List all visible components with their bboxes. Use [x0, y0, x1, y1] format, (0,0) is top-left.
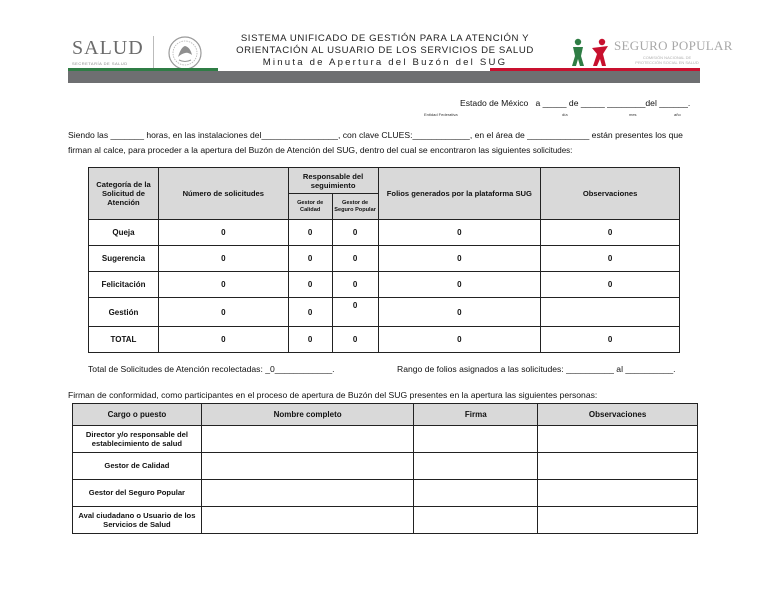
signer-position: Director y/o responsable del establecimiento de salud — [73, 426, 202, 453]
header-notes: Observaciones — [541, 168, 680, 220]
signer-notes-field[interactable] — [538, 426, 698, 453]
row-popular: 0 — [332, 246, 378, 272]
row-category: Felicitación — [89, 272, 159, 298]
signer-notes-field[interactable] — [538, 453, 698, 480]
document-title — [210, 33, 560, 69]
logo-divider — [153, 36, 154, 70]
row-quality: 0 — [288, 298, 332, 327]
location-date-blanks: a _____ de _____ ________del ______. — [535, 98, 691, 108]
signers-table — [72, 403, 698, 534]
national-seal-icon — [167, 35, 203, 71]
row-popular: 0 — [332, 220, 378, 246]
header-quality: Gestor de Calidad — [288, 194, 332, 220]
row-count: 0 — [158, 272, 288, 298]
row-notes: 0 — [541, 272, 680, 298]
row-popular: 0 — [332, 298, 378, 327]
row-count: 0 — [158, 220, 288, 246]
row-folios: 0 — [378, 298, 541, 327]
signer-signature-field[interactable] — [414, 426, 538, 453]
signer-notes-field[interactable] — [538, 480, 698, 507]
table-row-total — [89, 327, 680, 353]
signer-signature-field[interactable] — [414, 480, 538, 507]
row-quality: 0 — [288, 272, 332, 298]
location-date-line — [460, 98, 690, 109]
row-count: 0 — [158, 246, 288, 272]
location-place: Estado de México — [460, 98, 529, 108]
table-row — [89, 220, 680, 246]
salud-subtitle: SECRETARÍA DE SALUD — [72, 61, 128, 66]
row-quality: 0 — [288, 327, 332, 353]
table-row — [73, 453, 698, 480]
header-full-name: Nombre completo — [201, 404, 414, 426]
table-row — [89, 298, 680, 327]
row-folios: 0 — [378, 220, 541, 246]
header-responsible: Responsable del seguimiento — [288, 168, 378, 194]
signer-position: Gestor del Seguro Popular — [73, 480, 202, 507]
header-signature: Firma — [414, 404, 538, 426]
label-entity: Entidad Federativa — [424, 112, 458, 117]
header-gray-bar — [68, 71, 700, 83]
table-row — [73, 480, 698, 507]
row-folios: 0 — [378, 246, 541, 272]
signer-signature-field[interactable] — [414, 507, 538, 534]
label-year: año — [674, 112, 681, 117]
row-notes: 0 — [541, 246, 680, 272]
row-notes: 0 — [541, 220, 680, 246]
row-count: 0 — [158, 298, 288, 327]
table-row — [73, 426, 698, 453]
row-popular: 0 — [332, 327, 378, 353]
signer-position: Aval ciudadano o Usuario de los Servicios de Salud — [73, 507, 202, 534]
signer-position: Gestor de Calidad — [73, 453, 202, 480]
table-row — [89, 272, 680, 298]
table-row — [73, 507, 698, 534]
row-folios: 0 — [378, 272, 541, 298]
signer-name-field[interactable] — [201, 426, 414, 453]
signer-signature-field[interactable] — [414, 453, 538, 480]
row-quality: 0 — [288, 246, 332, 272]
seguro-popular-subtitle: COMISIÓN NACIONAL DE PROTECCIÓN SOCIAL EN SALUD — [635, 55, 699, 65]
intro-line-2 — [68, 145, 572, 156]
label-month: mes — [629, 112, 637, 117]
row-notes — [541, 298, 680, 327]
header-popular: Gestor de Seguro Popular — [332, 194, 378, 220]
signer-name-field[interactable] — [201, 507, 414, 534]
row-category: Gestión — [89, 298, 159, 327]
intro-line-2-end: solicitudes: — [532, 146, 573, 155]
row-category: Queja — [89, 220, 159, 246]
row-notes: 0 — [541, 327, 680, 353]
folio-range: Rango de folios asignados a las solicitudes: __________ al __________. — [397, 364, 676, 374]
title-line-3: Minuta de Apertura del Buzón del SUG — [262, 57, 508, 68]
header-folios: Folios generados por la plataforma SUG — [378, 168, 541, 220]
total-collected: Total de Solicitudes de Atención recolectadas: _0____________. — [88, 364, 335, 374]
row-category: TOTAL — [89, 327, 159, 353]
sign-intro: Firman de conformidad, como participantes en el proceso de apertura de Buzón del SUG presentes en la apertura las siguientes personas: — [68, 390, 598, 400]
signer-name-field[interactable] — [201, 480, 414, 507]
header-count: Número de solicitudes — [158, 168, 288, 220]
header-category: Categoría de la Solicitud de Atención — [89, 168, 159, 220]
row-quality: 0 — [288, 220, 332, 246]
title-line-2: ORIENTACIÓN AL USUARIO DE LOS SERVICIOS DE SALUD — [236, 45, 534, 56]
row-popular: 0 — [332, 272, 378, 298]
seguro-popular-name: SEGURO POPULAR — [614, 38, 733, 53]
title-line-1: SISTEMA UNIFICADO DE GESTIÓN PARA LA ATENCIÓN Y — [240, 33, 530, 44]
intro-line-1: Siendo las _______ horas, en las instalaciones del________________, con clave CLUES:____________, en el área de _____________ están presentes los que — [68, 130, 683, 140]
signer-name-field[interactable] — [201, 453, 414, 480]
header-position: Cargo o puesto — [73, 404, 202, 426]
row-folios: 0 — [378, 327, 541, 353]
row-count: 0 — [158, 327, 288, 353]
header-observations: Observaciones — [538, 404, 698, 426]
signer-notes-field[interactable] — [538, 507, 698, 534]
requests-table — [88, 167, 680, 353]
salud-wordmark: SALUD — [72, 37, 144, 59]
table-row — [89, 246, 680, 272]
intro-line-2-text: firman al calce, para proceder a la apertura del Buzón de Atención del SUG, dentro del cual se encontraron las siguientes — [68, 145, 533, 155]
label-day: día — [562, 112, 568, 117]
row-category: Sugerencia — [89, 246, 159, 272]
